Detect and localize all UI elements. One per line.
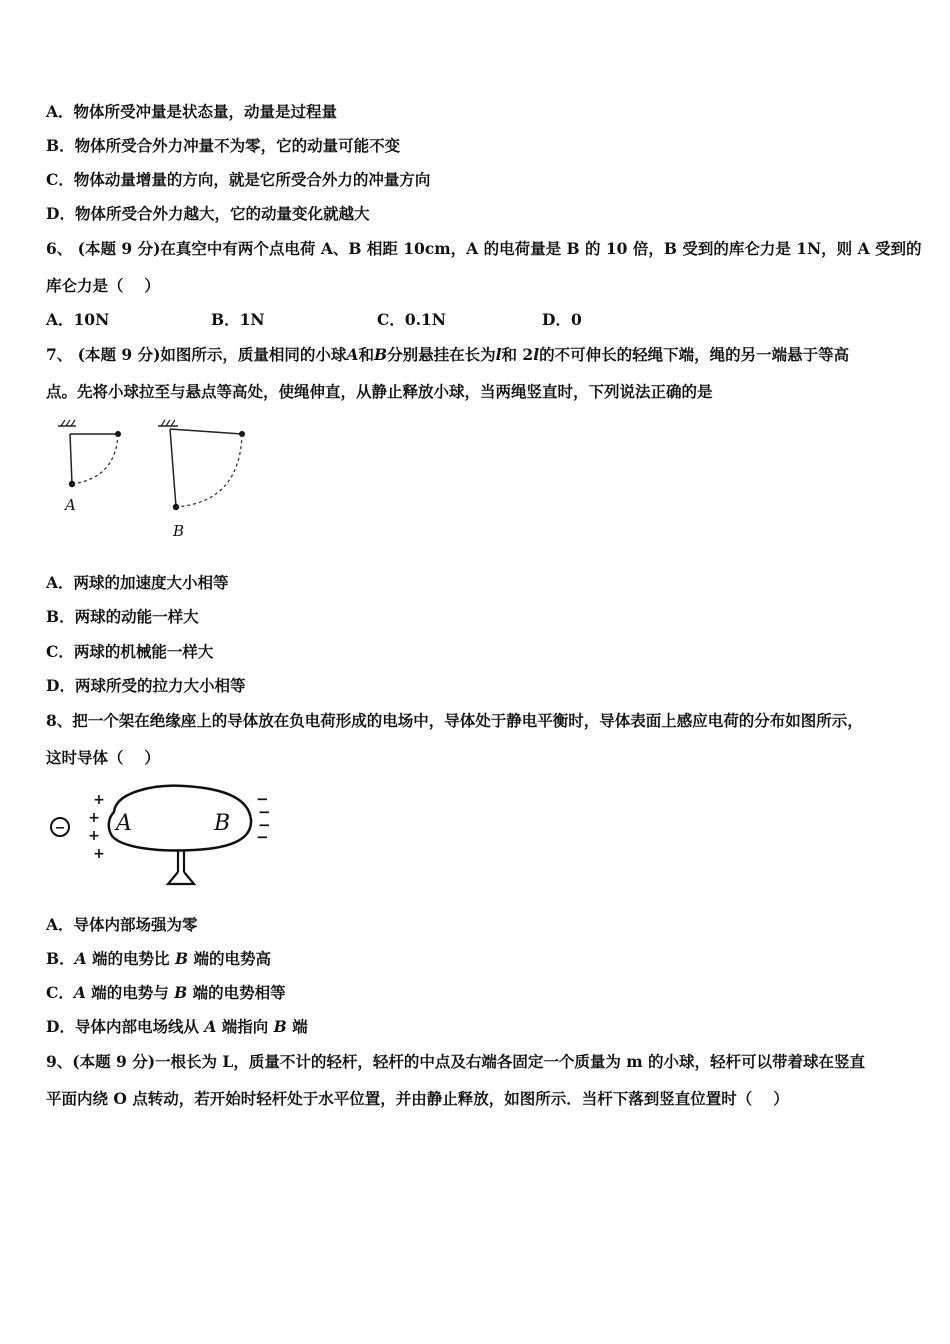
- q7-option-d: D．两球所受的拉力大小相等: [46, 676, 246, 695]
- plus-charge-3: +: [88, 828, 100, 844]
- q6-stem-line1: 6、 (本题 9 分)在真空中有两个点电荷 A、B 相距 10cm，A 的电荷量是 B 的 10 倍，B 受到的库仑力是 1N，则 A 受到的: [46, 239, 922, 258]
- plus-charge-4: +: [93, 846, 105, 862]
- q6-stem-line2: 库仑力是（ ）: [46, 276, 160, 295]
- q5-option-b: B．物体所受合外力冲量不为零，它的动量可能不变: [46, 136, 401, 155]
- q7-stem-line2: 点。先将小球拉至与悬点等高处，使绳伸直，从静止释放小球，当两绳竖直时，下列说法正确的是: [46, 382, 713, 401]
- q6-option-a: A．10N: [46, 310, 110, 329]
- q5-option-a: A．物体所受冲量是状态量，动量是过程量: [46, 102, 338, 121]
- plus-charge-2: +: [88, 810, 100, 826]
- plus-charge-1: +: [93, 792, 105, 808]
- fig-label-a: A: [65, 496, 76, 514]
- minus-charge-4: −: [256, 828, 269, 846]
- q8-conductor-figure: [44, 776, 274, 891]
- q7-option-b: B．两球的动能一样大: [46, 607, 199, 626]
- q8-stem-line1: 8、把一个架在绝缘座上的导体放在负电荷形成的电场中，导体处于静电平衡时，导体表面上感应电荷的分布如图所示，: [46, 711, 863, 730]
- q5-option-c: C．物体动量增量的方向，就是它所受合外力的冲量方向: [46, 170, 431, 189]
- q7-stem-line1: 7、 (本题 9 分)如图所示，质量相同的小球A和B分别悬挂在长为l和 2l的不可伸长的轻绳下端，绳的另一端悬于等高: [46, 345, 850, 364]
- q6-option-b: B．1N: [211, 310, 265, 329]
- minus-charge-2: −: [258, 803, 271, 821]
- q9-stem-line1: 9、(本题 9 分)一根长为 L，质量不计的轻杆，轻杆的中点及右端各固定一个质量为 m 的小球，轻杆可以带着球在竖直: [46, 1052, 866, 1071]
- negative-charge-sign: −: [54, 821, 66, 836]
- q7-option-a: A．两球的加速度大小相等: [46, 573, 229, 592]
- q6-option-c: C．0.1N: [377, 310, 446, 329]
- q8-option-c: C．A 端的电势与 B 端的电势相等: [46, 983, 286, 1002]
- fig-label-b: B: [173, 522, 185, 540]
- q6-option-d: D．0: [542, 310, 582, 329]
- q8-option-a: A．导体内部场强为零: [46, 915, 198, 934]
- q5-option-d: D．物体所受合外力越大，它的动量变化就越大: [46, 204, 370, 223]
- conductor-end-b: B: [214, 811, 231, 836]
- minus-charge-1: −: [256, 790, 269, 808]
- insulating-stand: [168, 872, 194, 884]
- conductor-end-a: A: [116, 811, 132, 836]
- q8-stem-line2: 这时导体（ ）: [46, 748, 160, 767]
- q7-pendulum-figure: [50, 412, 260, 542]
- q8-option-d: D．导体内部电场线从 A 端指向 B 端: [46, 1017, 308, 1036]
- q9-stem-line2: 平面内绕 O 点转动，若开始时轻杆处于水平位置，并由静止释放，如图所示．当杆下落到竖直位置时（ ）: [46, 1089, 789, 1108]
- minus-charge-3: −: [258, 816, 271, 834]
- q7-option-c: C．两球的机械能一样大: [46, 642, 214, 661]
- q8-option-b: B．A 端的电势比 B 端的电势高: [46, 949, 271, 968]
